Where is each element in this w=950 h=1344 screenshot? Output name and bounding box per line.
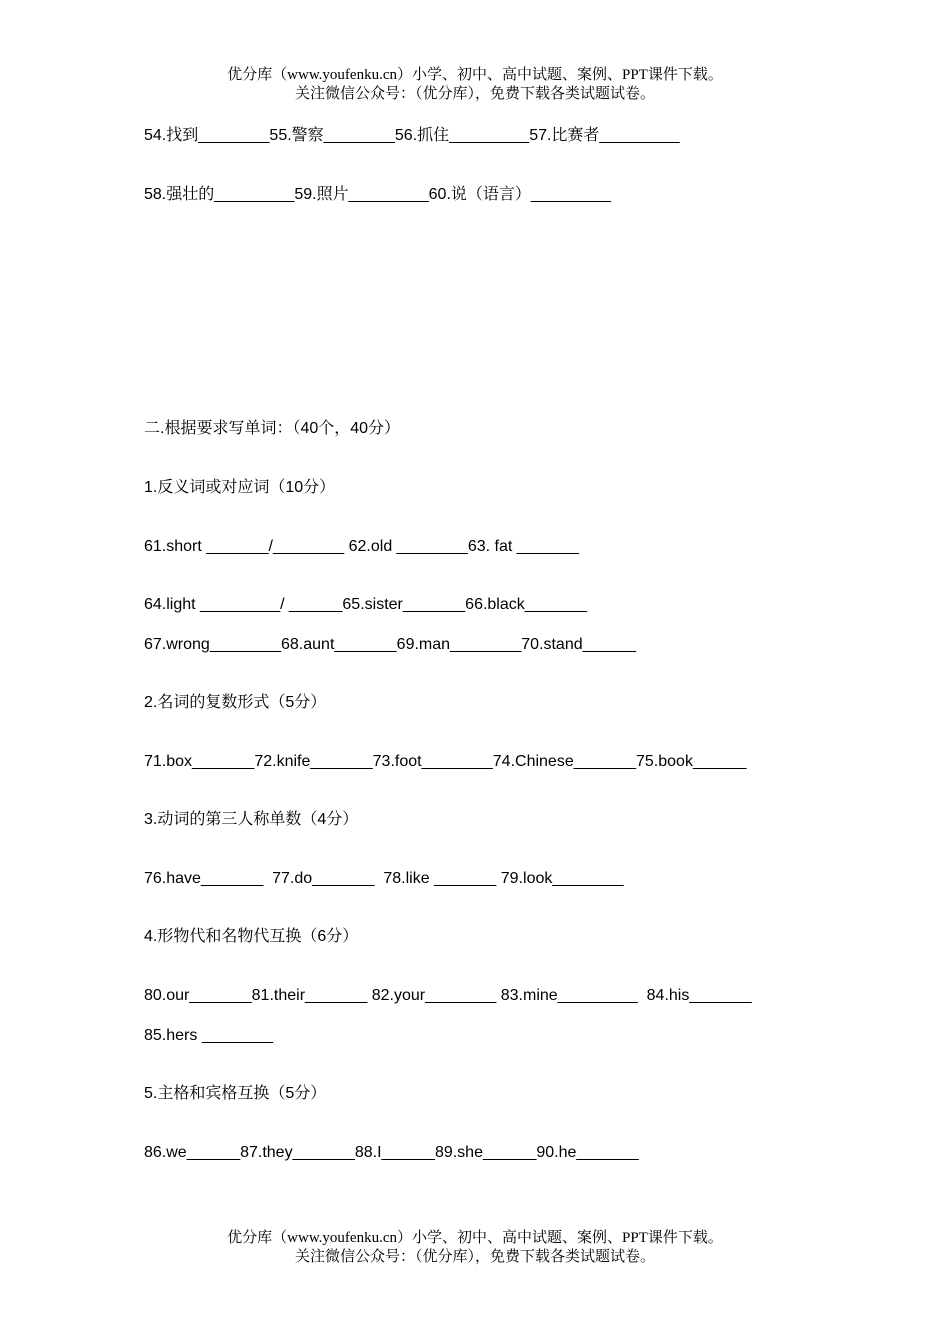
question-line-61-63: 61.short _______/________ 62.old ________63. fat _______	[144, 538, 580, 555]
page-footer	[0, 1229, 950, 1267]
question-line-71-75: 71.box_______72.knife_______73.foot________74.Chinese_______75.book______	[144, 753, 747, 770]
subsection-5-title: 5.主格和宾格互换（5分）	[144, 1085, 327, 1102]
subsection-1-title: 1.反义词或对应词（10分）	[144, 479, 336, 496]
question-line-64-66: 64.light _________/ ______65.sister_______66.black_______	[144, 596, 588, 613]
header-line-2: 关注微信公众号：（优分库），免费下载各类试题试卷。	[294, 86, 655, 102]
question-line-80-84: 80.our_______81.their_______ 82.your________ 83.mine_________ 84.his_______	[144, 987, 752, 1004]
question-line-86-90: 86.we______87.they_______88.I______89.she______90.he_______	[144, 1144, 639, 1161]
question-line-54-57: 54.找到________55.警察________56.抓住_________57.比赛者_________	[144, 127, 680, 144]
subsection-2-title: 2.名词的复数形式（5分）	[144, 694, 327, 711]
question-line-58-60: 58.强壮的_________59.照片_________60.说（语言）_________	[144, 186, 611, 203]
question-line-76-79: 76.have_______ 77.do_______ 78.like _______ 79.look________	[144, 870, 624, 887]
footer-line-2: 关注微信公众号：（优分库），免费下载各类试题试卷。	[294, 1249, 655, 1265]
header-line-1: 优分库（www.youfenku.cn）小学、初中、高中试题、案例、PPT课件下载。	[227, 67, 723, 83]
subsection-3-title: 3.动词的第三人称单数（4分）	[144, 811, 359, 828]
subsection-4-title: 4.形物代和名物代互换（6分）	[144, 928, 359, 945]
footer-line-1: 优分库（www.youfenku.cn）小学、初中、高中试题、案例、PPT课件下载。	[227, 1230, 723, 1246]
section-2-title: 二.根据要求写单词：（40个，40分）	[144, 420, 401, 437]
page-header	[0, 66, 950, 104]
question-line-85: 85.hers ________	[144, 1027, 273, 1044]
question-line-67-70: 67.wrong________68.aunt_______69.man________70.stand______	[144, 636, 637, 653]
